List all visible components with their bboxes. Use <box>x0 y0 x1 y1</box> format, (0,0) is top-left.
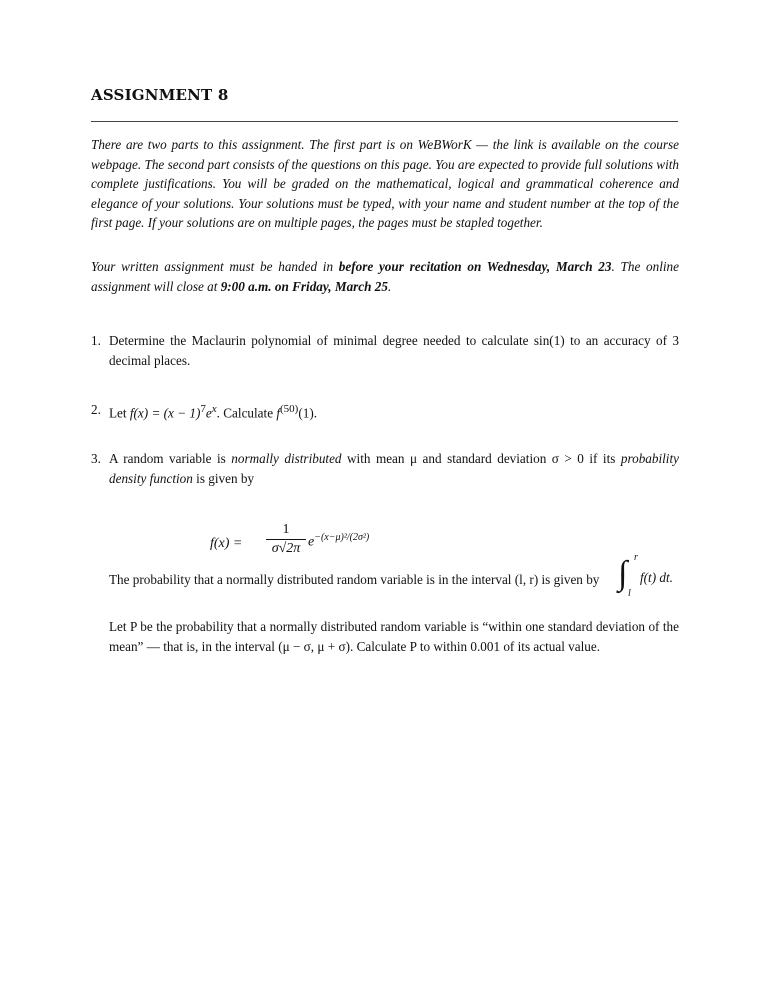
deadline-bold-written: before your recitation on Wednesday, March 23 <box>338 259 612 274</box>
probability-statement: The probability that a normally distributed random variable is in the interval (l, r) is given by <box>109 572 600 587</box>
formula-lhs: f(x) = <box>210 536 243 551</box>
question-text: Determine the Maclaurin polynomial of minimal degree needed to calculate sin(1) to an accuracy of 3 decimal places. <box>109 333 679 368</box>
integral-lower-limit: l <box>628 588 631 599</box>
question-number: 3. <box>91 451 101 466</box>
question-number: 2. <box>91 402 101 417</box>
probability-integral <box>618 554 688 604</box>
question-text: A random variable is normally distributed with mean μ and standard deviation σ > 0 if its probability density function is given by <box>109 451 679 486</box>
formula-exponential: $e^{-(x-\mu)^2/(2\sigma^2)}$ <box>308 532 370 550</box>
deadline-text-1: Your written assignment must be handed in <box>91 259 339 274</box>
intro-paragraph: There are two parts to this assignment. The first part is on WeBWorK — the link is available on the course webpage. The second part consists of the questions on this page. You are expected to provide full solutions with complete justifications. You will be graded on the mathematical, logical and grammatical coherence and elegance of your solutions. Your solutions must be typed, with your name and student number at the top of the first page. If your solutions are on multiple pages, the pages must be stapled together. <box>91 137 679 230</box>
integral-integrand: f(t) dt. <box>640 570 673 585</box>
integral-upper-limit: r <box>634 552 638 563</box>
question-1 <box>91 331 679 370</box>
question-3 <box>91 449 679 488</box>
title-divider <box>91 121 678 122</box>
formula-denominator: σ√2π <box>271 541 301 556</box>
deadline-bold-online: 9:00 a.m. on Friday, March 25 <box>220 278 388 294</box>
deadline-paragraph <box>91 257 679 296</box>
deadline-text-2: . The online assignment will close at <box>91 259 680 294</box>
question-3-task: Let P be the probability that a normally distributed random variable is “within one standard deviation of the mean” — that is, in the interval (μ − σ, μ + σ). Calculate P to within 0.001 of its actual value. <box>109 619 679 654</box>
page-title: ASSIGNMENT 8 <box>91 86 229 104</box>
question-2 <box>91 400 679 423</box>
question-number: 1. <box>91 333 101 348</box>
formula-numerator: 1 <box>266 522 306 540</box>
integral-sign: ∫ <box>618 555 628 592</box>
deadline-text-3: . <box>387 278 392 294</box>
question-text: Let $f(x) = (x - 1)^7e^x$. Calculate $f^{(50)}(1)$. <box>109 403 318 421</box>
formula-fraction <box>266 522 306 557</box>
